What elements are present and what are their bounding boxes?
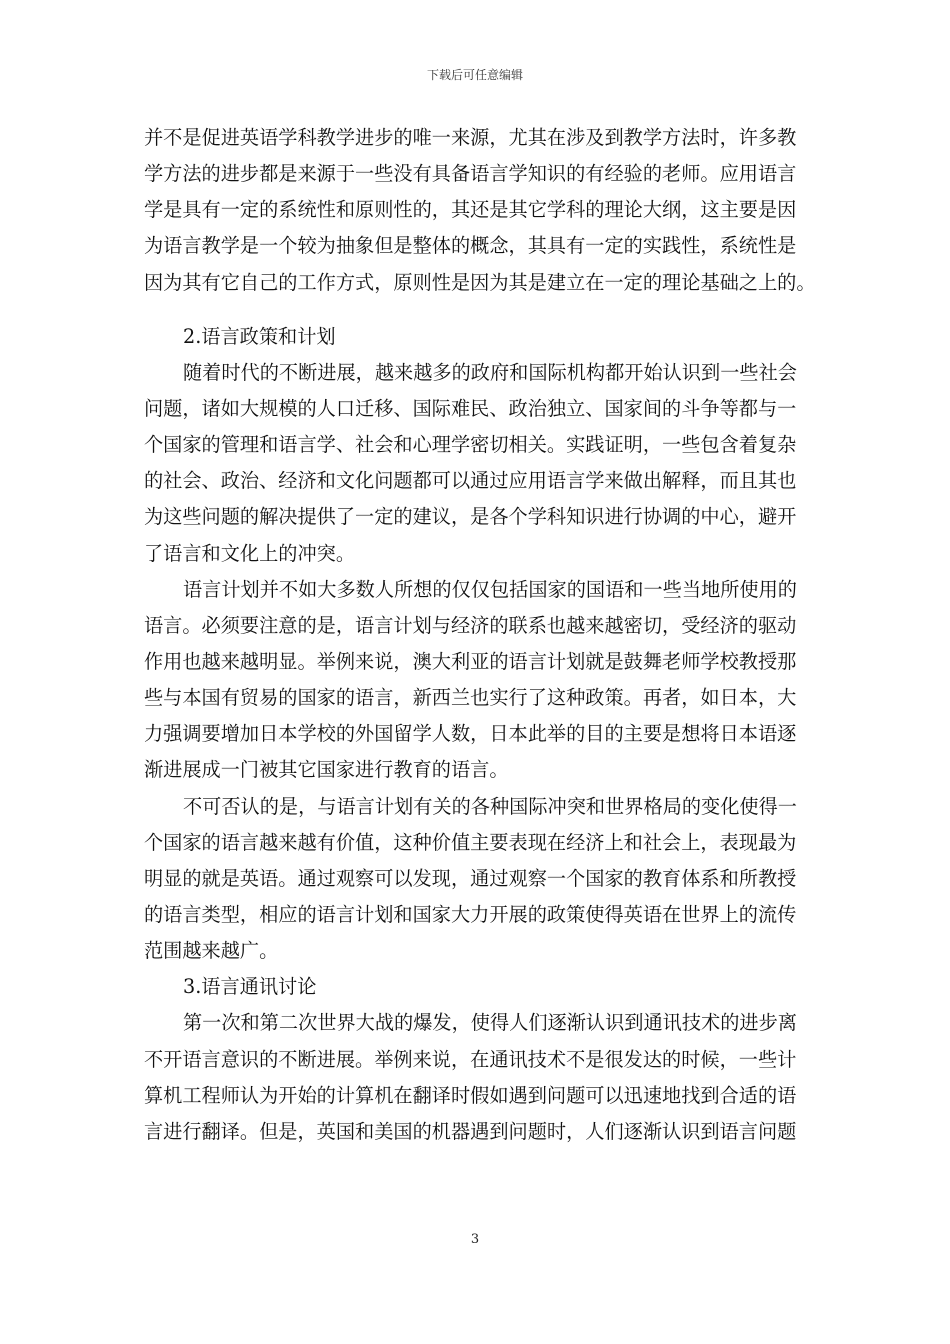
text-line: 为这些问题的解决提供了一定的建议，是各个学科知识进行协调的中心，避开 xyxy=(144,505,797,529)
text-line: 言进行翻译。但是，英国和美国的机器遇到问题时，人们逐渐认识到语言问题 xyxy=(144,1119,797,1143)
text-line: 了语言和文化上的冲突。 xyxy=(144,541,356,565)
text-line: 范围越来越广。 xyxy=(144,939,279,963)
text-line: 个国家的管理和语言学、社会和心理学密切相关。实践证明，一些包含着复杂 xyxy=(144,433,797,457)
page-header: 下载后可任意编辑 xyxy=(426,68,523,82)
paragraph-language-policy-2 xyxy=(144,572,816,789)
paragraph-language-policy-1 xyxy=(144,355,816,572)
text-line: 渐进展成一门被其它国家进行教育的语言。 xyxy=(144,758,509,782)
text-line: 的社会、政治、经济和文化问题都可以通过应用语言学来做出解释，而且其也 xyxy=(144,469,797,493)
text-line: 个国家的语言越来越有价值，这种价值主要表现在经济上和社会上，表现最为 xyxy=(144,830,797,854)
text-line: 并不是促进英语学科教学进步的唯一来源，尤其在涉及到教学方法时，许多教 xyxy=(144,126,797,149)
text-line: 的语言类型，相应的语言计划和国家大力开展的政策使得英语在世界上的流传 xyxy=(144,902,797,926)
text-line: 因为其有它自己的工作方式，原则性是因为其是建立在一定的理论基础之上的。 xyxy=(144,270,816,294)
text-line: 不可否认的是，与语言计划有关的各种国际冲突和世界格局的变化使得一 xyxy=(183,794,797,818)
paragraph-language-policy-3 xyxy=(144,789,816,970)
section-heading-3 xyxy=(144,969,816,1005)
text-line: 不开语言意识的不断进展。举例来说，在通讯技术不是很发达的时候，一些计 xyxy=(144,1047,797,1071)
section-heading: 3.语言通讯讨论 xyxy=(183,975,317,999)
text-line: 明显的就是英语。通过观察可以发现，通过观察一个国家的教育体系和所教授 xyxy=(144,866,797,890)
section-heading: 2.语言政策和计划 xyxy=(183,324,336,348)
text-line: 些与本国有贸易的国家的语言，新西兰也实行了这种政策。再者，如日本，大 xyxy=(144,686,797,710)
paragraph-gap xyxy=(144,301,816,319)
paragraph-intro xyxy=(144,120,816,301)
page-number: 3 xyxy=(470,1232,480,1247)
text-line: 语言。必须要注意的是，语言计划与经济的联系也越来越密切，受经济的驱动 xyxy=(144,613,797,637)
text-line: 随着时代的不断进展，越来越多的政府和国际机构都开始认识到一些社会 xyxy=(183,360,797,384)
text-line: 学是具有一定的系统性和原则性的，其还是其它学科的理论大纲，这主要是因 xyxy=(144,198,797,222)
section-heading-2 xyxy=(144,319,816,355)
text-line: 问题，诸如大规模的人口迁移、国际难民、政治独立、国家间的斗争等都与一 xyxy=(144,396,797,420)
text-line: 力强调要增加日本学校的外国留学人数，日本此举的目的主要是想将日本语逐 xyxy=(144,722,797,746)
text-line: 语言计划并不如大多数人所想的仅仅包括国家的国语和一些当地所使用的 xyxy=(183,577,797,601)
text-line: 为语言教学是一个较为抽象但是整体的概念，其具有一定的实践性，系统性是 xyxy=(144,234,797,258)
text-line: 作用也越来越明显。举例来说，澳大利亚的语言计划就是鼓舞老师学校教授那 xyxy=(144,649,797,673)
paragraph-communication xyxy=(144,1005,816,1150)
document-body xyxy=(144,120,816,1150)
text-line: 学方法的进步都是来源于一些没有具备语言学知识的有经验的老师。应用语言 xyxy=(144,162,797,186)
text-line: 算机工程师认为开始的计算机在翻译时假如遇到问题可以迅速地找到合适的语 xyxy=(144,1083,797,1107)
text-line: 第一次和第二次世界大战的爆发，使得人们逐渐认识到通讯技术的进步离 xyxy=(183,1011,797,1035)
